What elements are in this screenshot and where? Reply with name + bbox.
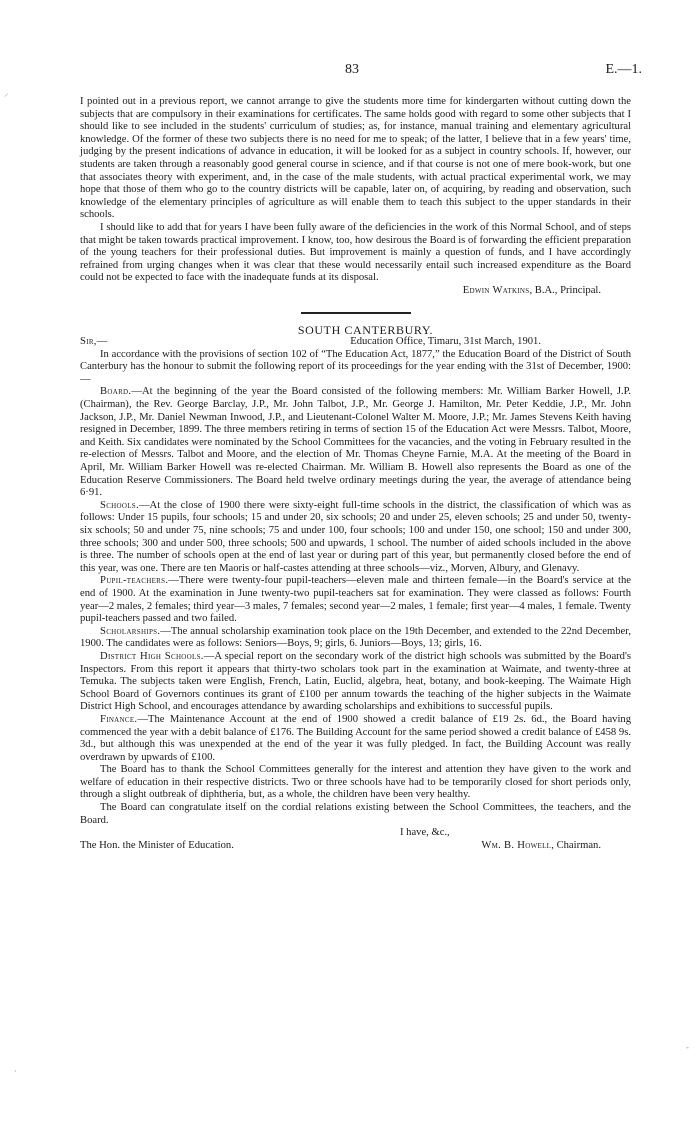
board-paragraph: Board.—At the beginning of the year the Board consisted of the following members: Mr. William Barker Howell, J.P. (Chairman), the Rev. George Barclay, J.P., Mr. John Talbot, J.P., Mr. George J. Hamilton, Mr. Peter Keddie, J.P., Mr. John Jackson, J.P., Mr. Daniel Newman Inwood, J.P., and Lieutenant-Colonel Walter M. Moore, J.P.; Mr. James Stevens Keith having resigned in December, 1899. The three members retiring in terms of section 15 of the Education Act were Messrs. Talbot, Moore, and Keith. Six candidates were nominated by the School Committees for the vacancies, and the voting in February resulted in the re-election of Messrs. Talbot and Moore, and the election of Mr. Thomas Cheyne Farnie, M.A. At the meeting of the Board in April, Mr. William Barker Howell was re-elected Chairman. Mr. William B. Howell also represents the Board as one of the Education Reserve Commissioners. The Board held twelve ordinary meetings during the year, the average of attendance being 6·91.	[80, 386, 631, 499]
finance-paragraph: Finance.—The Maintenance Account at the end of 1900 showed a credit balance of £19 2s. 6d., the Board having commenced the year with a debit balance of £176. The Building Account for the same period showed a credit balance of £458 9s. 3d., but although this was unexpended at the end of the year it was fully pledged. In fact, the Building Account was really overdrawn by upwards of £100.	[80, 713, 631, 763]
salutation-line	[80, 336, 631, 349]
scholarships-paragraph: Scholarships.—The annual scholarship examination took place on the 19th December, and extended to the 22nd December, 1900. The candidates were as follows: Seniors—Boys, 9; girls, 6. Juniors—Boys, 13; girls, 16.	[80, 625, 631, 650]
opening-paragraph: In accordance with the provisions of section 102 of “The Education Act, 1877,” the Education Board of the District of South Canterbury has the honour to submit the following report of its proceedings for the year ending with the 31st of December, 1900:—	[80, 348, 631, 385]
paragraph: I should like to add that for years I have been fully aware of the deficiencies in the work of this Normal School, and of steps that might be taken towards practical improvement. I know, too, how desirous the Board is of forwarding the efficient preparation of the young teachers for their professional duties. But improvement is mainly a question of funds, and I have accordingly refrained from urging changes when it was clear that these would necessarily entail such increased expenditure as the Board could not be expected to face with the inadequate funds at its disposal.	[80, 221, 631, 284]
document-body	[80, 96, 631, 853]
i-have: I have, &c.,	[400, 827, 450, 839]
signature-line	[80, 840, 631, 853]
page-header	[0, 62, 700, 82]
addressee: The Hon. the Minister of Education.	[80, 840, 234, 852]
thanks-paragraph: The Board has to thank the School Committees generally for the interest and attention they have given to the work and welfare of education in their respective districts. Two or three schools have had to be temporarily closed for short periods only, through a slight outbreak of diphtheria, but, as a whole, the children have been very healthy.	[80, 764, 631, 801]
congratulation-paragraph: The Board can congratulate itself on the cordial relations existing between the School Committees, the teachers, and the Board.	[80, 802, 631, 826]
document-reference: E.—1.	[605, 62, 642, 77]
principal-signature: Edwin Watkins, B.A., Principal.	[462, 284, 601, 296]
page-number: 83	[345, 62, 359, 77]
scan-mark: -	[686, 1042, 689, 1052]
chairman-signature: Wm. B. Howell, Chairman.	[481, 840, 601, 852]
dateline: Education Office, Timaru, 31st March, 1901.	[350, 336, 541, 348]
salutation: Sir,—	[80, 336, 108, 348]
district-high-schools-paragraph: District High Schools.—A special report on the secondary work of the district high schools was submitted by the Board's Inspectors. From this report it appears that thirty-two scholars took part in the examination at Waimate, and twenty-three at Temuka. The subjects taken were English, French, Latin, Euclid, algebra, heat, botany, and book-keeping. The Waimate High School Board of Governors continues its grant of £100 per annum towards the teaching of the higher subjects in the Waimate District High School, and encourages attendance by awarding scholarships and exhibitions to successful pupils.	[80, 650, 631, 713]
closing-line	[80, 827, 631, 840]
scan-mark: ·	[14, 1066, 17, 1076]
section-divider	[301, 312, 411, 314]
schools-paragraph: Schools.—At the close of 1900 there were sixty-eight full-time schools in the district, the classification of which was as follows: Under 15 pupils, four schools; 15 and under 20, six schools; 20 and under 25, eleven schools; 25 and under 50, twenty-six schools; 50 and under 75, nine schools; 75 and under 100, four schools; 100 and under 150, one school; 150 and under 300, three schools; 300 and under 500, three schools; 500 and upwards, 1 school. The number of aided schools included in the above is three. The number of schools open at the end of last year or during part of this year, but permanently closed before the end of this year, was one. There are ten Maoris or half-castes attending at three schools—viz., Morven, Albury, and Glenavy.	[80, 499, 631, 574]
section-title: SOUTH CANTERBURY.	[297, 322, 434, 337]
scan-mark: ⸝	[4, 88, 9, 98]
paragraph: I pointed out in a previous report, we cannot arrange to give the students more time for kindergarten without cutting down the subjects that are compulsory in their examinations for certificates. The same holds good with regard to some other subjects that I should like to see included in the students' curriculum of studies; as, for instance, manual training and elementary agricultural knowledge. Of the former of these two subjects there is no need for me to speak; of the latter, I believe that in a few years' time, judging by the present indications of advance in education, it will be looked for as a subject in country schools. If, however, our students are taken through a reasonably good general course in science, and if that course is not one of mere book-work, but one that associates theory with experiment, and, in the case of the male students, with actual practical experimental work, we may hope that those of them who go to the country districts will be capable, later on, of acquiring, by reading and observation, such knowledge of the elementary principles of agriculture as will enable them to teach this subject to the upper standards in their schools.	[80, 96, 631, 221]
pupil-teachers-paragraph: Pupil-teachers.—There were twenty-four pupil-teachers—eleven male and thirteen female—in the Board's service at the end of 1900. At the examination in June twenty-two pupil-teachers sat for examination. They were classed as follows: Fourth year—2 males, 2 females; third year—3 males, 7 females; second year—2 males, 1 female; first year—4 males, 1 female. Twenty pupil-teachers passed and two failed.	[80, 575, 631, 625]
